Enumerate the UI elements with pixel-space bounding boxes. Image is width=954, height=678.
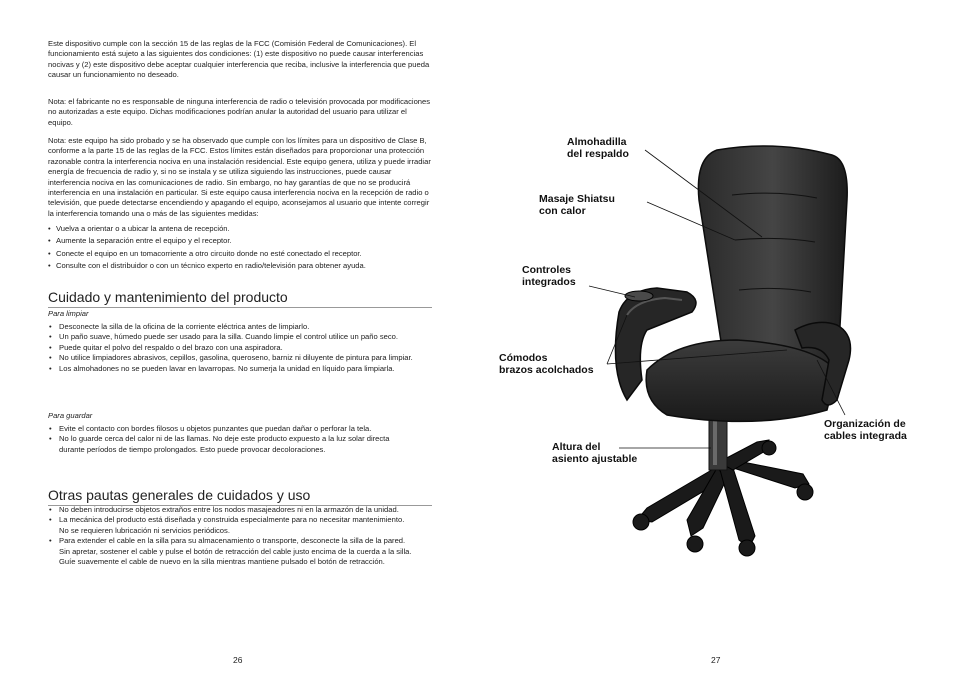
note-modifications: Nota: el fabricante no es responsable de ninguna interferencia de radio o televisión provocada por modificaciones no autorizadas a este equipo. Dichas modificaciones podrían anular la autoridad del usuario para utilizar el equipo. (48, 97, 431, 127)
page-number-left: 26 (233, 655, 243, 665)
list-item: • Un paño suave, húmedo puede ser usado para la silla. Cuando limpie el control utilice un paño seco. (48, 332, 416, 342)
fcc-measures-list (48, 224, 432, 272)
list-item: • No utilice limpiadores abrasivos, cepillos, gasolina, queroseno, barniz ni diluyente de pintura para limpiar. (48, 353, 416, 363)
care-heading: Cuidado y mantenimiento del producto (48, 289, 432, 308)
list-item: • Desconecte la silla de la oficina de la corriente eléctrica antes de limpiarlo. (48, 322, 416, 332)
office-chair-illustration (477, 0, 954, 678)
fcc-intro-paragraph: Este dispositivo cumple con la sección 15 de las reglas de la FCC (Comisión Federal de Comunicaciones). El funcionamiento está sujeto a las siguientes dos condiciones: (1) este dispositivo no puede causar interferencias nocivas y (2) este dispositivo debe aceptar cualquier interferencia que reciba, inclusive la interferencia que pueda causar un funcionamiento no deseado. (48, 39, 430, 80)
note-class-b: Nota: este equipo ha sido probado y se ha observado que cumple con los límites para un dispositivo de Clase B, conforme a la parte 15 de las reglas de la FCC. Estos límites están diseñados para proporcionar una protección razonable contra la interferencia nociva en una instalación residencial. Este equipo genera, utiliza y puede irradiar energía de frecuencia de radio y, si no se instala y se utiliza siguiendo las instrucciones, puede causar interferencia nociva en las comunicaciones de radio. Sin embargo, no hay garantías de que no se producirá interferencia en una instalación en particular. Si este equipo causa interferencia nociva en la recepción de radio o televisión, que puede detectarse encendiendo y apagando el equipo, aconsejamos al usuario que intente corregir la interferencia tomando una o más de las siguientes medidas: (48, 136, 431, 218)
list-item: • Conecte el equipo en un tomacorriente a otro circuito donde no esté conectado el receptor. (48, 249, 432, 259)
right-page (477, 0, 954, 678)
storage-subheading: Para guardar (48, 411, 93, 420)
list-item: • Vuelva a orientar o a ubicar la antena de recepción. (48, 224, 432, 234)
list-item: • La mecánica del producto está diseñada y construida especialmente para no necesitar mantenimiento. No se requieren lubricación ni servicios periódicos. (48, 515, 416, 536)
other-care-heading: Otras pautas generales de cuidados y uso (48, 487, 432, 506)
cleaning-subheading: Para limpiar (48, 309, 89, 318)
label-backrest-pad: Almohadilla del respaldo (567, 136, 629, 160)
label-cable-management: Organización de cables integrada (824, 418, 907, 442)
page-number-right: 27 (711, 655, 721, 665)
list-item: • Puede quitar el polvo del respaldo o del brazo con una aspiradora. (48, 343, 416, 353)
label-seat-height: Altura del asiento ajustable (552, 441, 638, 465)
list-item: • Aumente la separación entre el equipo y el receptor. (48, 236, 432, 246)
other-care-list (48, 505, 416, 567)
cleaning-list (48, 322, 416, 374)
label-shiatsu-heat: Masaje Shiatsu con calor (539, 193, 615, 217)
list-item: • Los almohadones no se pueden lavar en lavarropas. No sumerja la unidad en líquido para limpiarla. (48, 364, 416, 374)
list-item: • Consulte con el distribuidor o con un técnico experto en radio/televisión para obtener ayuda. (48, 261, 432, 271)
chair-seat (646, 340, 837, 421)
list-item: • No deben introducirse objetos extraños entre los nodos masajeadores ni en la armazón de la unidad. (48, 505, 416, 515)
label-integrated-controls: Controles integrados (522, 264, 576, 288)
list-item: • Evite el contacto con bordes filosos u objetos punzantes que puedan dañar o perforar la tela. (48, 424, 416, 434)
storage-list (48, 424, 416, 455)
label-padded-arms: Cómodos brazos acolchados (499, 352, 594, 376)
list-item: • Para extender el cable en la silla para su almacenamiento o transporte, desconecte la silla de la pared. Sin apretar, sostener el cable y pulse el botón de retracción del cable justo encima de la cuerda a la silla. Guíe suavemente el cable de nuevo en la silla mientras mantiene pulsado el botón de retracción. (48, 536, 416, 567)
list-item: • No lo guarde cerca del calor ni de las llamas. No deje este producto expuesto a la luz solar directa durante períodos de tiempo prolongados. Esto puede provocar decoloraciones. (48, 434, 416, 455)
